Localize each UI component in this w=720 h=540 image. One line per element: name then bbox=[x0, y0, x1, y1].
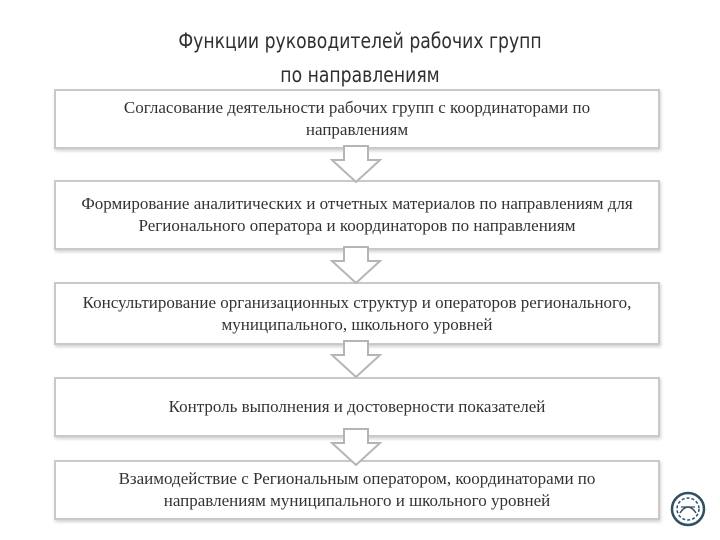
logo-icon bbox=[670, 491, 706, 527]
down-arrow-icon bbox=[330, 246, 382, 284]
step-text-4: Контроль выполнения и достоверности показателей bbox=[168, 397, 546, 416]
step-text-2: Формирование аналитических и отчетных материалов по направлениям для Регионального оператора и координаторов по направлениям bbox=[81, 194, 633, 235]
down-arrow-icon bbox=[330, 428, 382, 466]
down-arrow-icon bbox=[330, 145, 382, 183]
step-box-2 bbox=[54, 180, 660, 250]
step-box-3 bbox=[54, 282, 660, 345]
title-line-1: Функции руководителей рабочих групп bbox=[178, 29, 542, 53]
step-text-5: Взаимодействие с Региональным оператором, координаторами по направлениям муниципального и школьного уровней bbox=[118, 469, 596, 510]
step-text-3: Консультирование организационных структур и операторов регионального, муниципального, школьного уровней bbox=[82, 292, 632, 334]
step-box-1 bbox=[54, 89, 660, 149]
down-arrow-icon bbox=[330, 340, 382, 378]
step-box-5 bbox=[54, 460, 660, 520]
step-text-1: Согласование деятельности рабочих групп с координаторами по направлениям bbox=[123, 98, 591, 139]
page-title bbox=[65, 24, 655, 92]
title-line-2: по направлениям bbox=[280, 63, 440, 87]
